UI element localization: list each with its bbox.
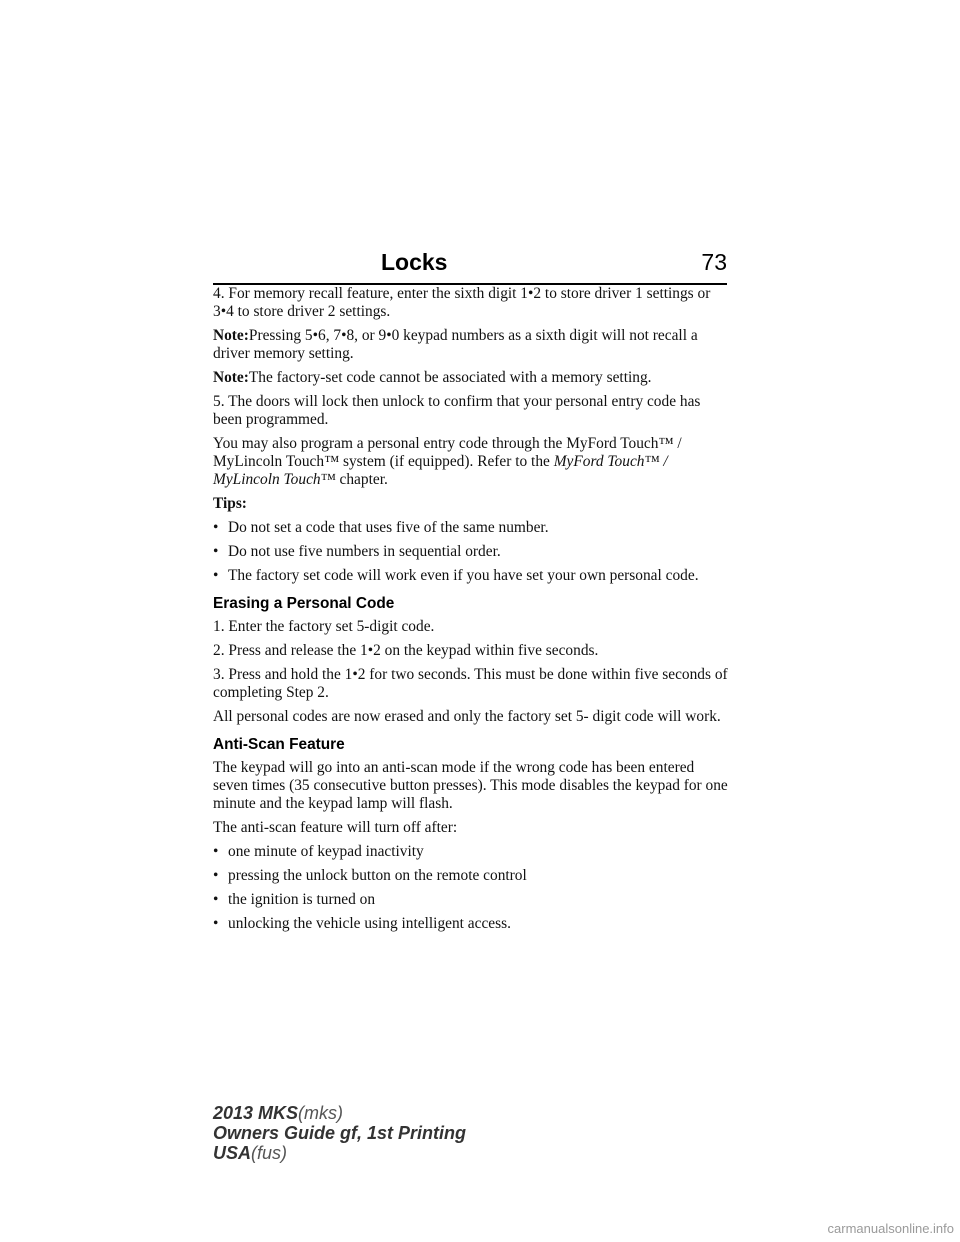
- erase-step-3: 3. Press and hold the 1•2 for two seconds. This must be done within five seconds of completing Step 2.: [213, 666, 728, 701]
- page-header: [213, 247, 727, 285]
- footer-line-3: USA(fus): [213, 1143, 288, 1163]
- page-content: [213, 285, 728, 939]
- list-item: • pressing the unlock button on the remote control: [213, 867, 527, 884]
- note-2: [213, 369, 728, 387]
- note-label: Note:: [213, 327, 249, 344]
- footer-line-1: 2013 MKS(mks): [213, 1103, 344, 1123]
- list-item: • The factory set code will work even if you have set your own personal code.: [213, 567, 699, 584]
- antiscan-off-intro: The anti-scan feature will turn off after:: [213, 819, 458, 836]
- bullet-icon: •: [213, 867, 219, 884]
- erase-step-2: 2. Press and release the 1•2 on the keypad within five seconds.: [213, 642, 599, 659]
- note-label: Note:: [213, 369, 249, 386]
- step-5: 5. The doors will lock then unlock to confirm that your personal entry code has been programmed.: [213, 393, 701, 428]
- antiscan-text: The keypad will go into an anti-scan mode if the wrong code has been entered seven times (35 consecutive button presses). This mode disables the keypad for one minute and the keypad lamp will flash.: [213, 759, 728, 812]
- note-1: [213, 327, 728, 363]
- section-title: Locks: [381, 249, 448, 275]
- bullet-icon: •: [213, 891, 219, 908]
- tips-label: Tips:: [213, 495, 247, 512]
- list-item: • unlocking the vehicle using intelligent access.: [213, 915, 511, 932]
- step-4: 4. For memory recall feature, enter the sixth digit 1•2 to store driver 1 settings or 3•4 to store driver 2 settings.: [213, 285, 711, 320]
- myford-suffix: chapter.: [335, 471, 388, 488]
- myford-chapter-ref: MyFord Touch™ / MyLincoln Touch™: [213, 453, 668, 488]
- list-item: • the ignition is turned on: [213, 891, 376, 908]
- list-item: • Do not set a code that uses five of the same number.: [213, 519, 549, 536]
- antiscan-heading: Anti-Scan Feature: [213, 736, 345, 753]
- list-item: • one minute of keypad inactivity: [213, 843, 424, 860]
- page-footer: [213, 1103, 466, 1163]
- myford-paragraph: [213, 435, 728, 489]
- bullet-icon: •: [213, 915, 219, 932]
- erase-result: All personal codes are now erased and only the factory set 5- digit code will work.: [213, 708, 721, 725]
- page-number: 73: [701, 249, 727, 275]
- bullet-icon: •: [213, 567, 219, 584]
- note-text: Pressing 5•6, 7•8, or 9•0 keypad numbers as a sixth digit will not recall a driver memory setting.: [213, 327, 698, 362]
- bullet-icon: •: [213, 519, 219, 536]
- list-item: • Do not use five numbers in sequential order.: [213, 543, 501, 560]
- note-text: The factory-set code cannot be associated with a memory setting.: [248, 369, 652, 386]
- erase-step-1: 1. Enter the factory set 5-digit code.: [213, 618, 435, 635]
- bullet-icon: •: [213, 543, 219, 560]
- bullet-icon: •: [213, 843, 219, 860]
- myford-text: You may also program a personal entry code through the MyFord Touch™ / MyLincoln Touch™ system (if equipped). Refer to the: [213, 435, 682, 470]
- erase-heading: Erasing a Personal Code: [213, 595, 395, 612]
- footer-line-2: Owners Guide gf, 1st Printing: [213, 1123, 467, 1143]
- watermark: carmanualsonline.info: [827, 1221, 954, 1236]
